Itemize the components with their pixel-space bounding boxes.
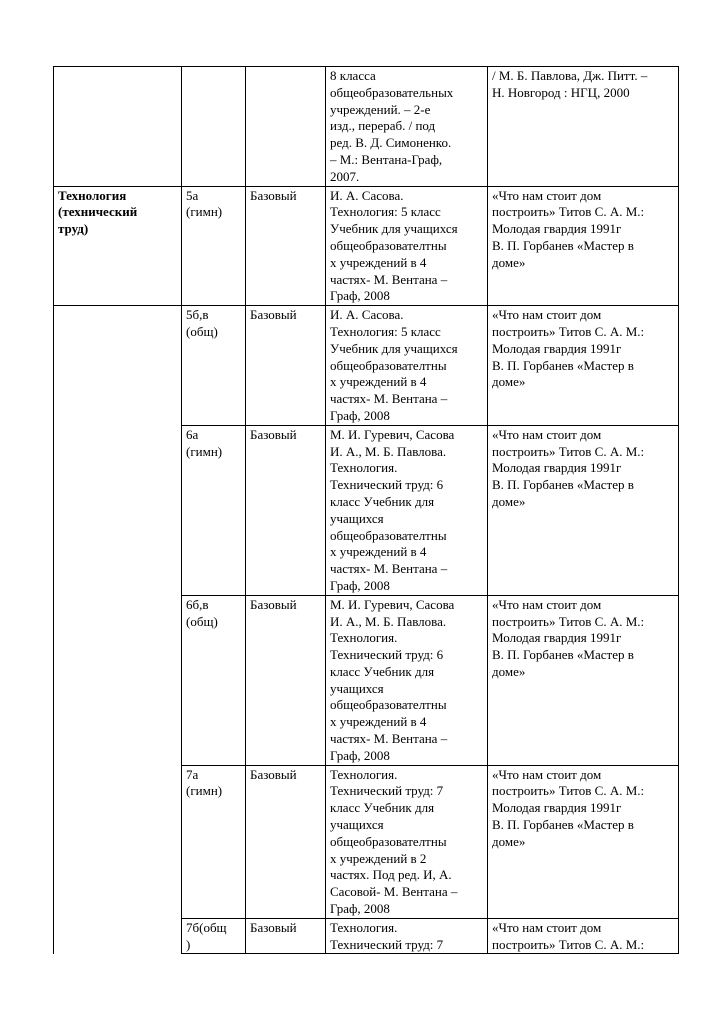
cell-text-line: Технический труд: 7 — [330, 936, 444, 952]
cell-text-line: частях- М. Вентана – — [330, 561, 448, 577]
cell-text-line: класс Учебник для — [330, 663, 435, 679]
extra-literature-cell — [488, 67, 679, 187]
subject-cell — [54, 67, 182, 187]
cell-text-line: «Что нам стоит дом — [492, 187, 602, 203]
cell-text-line: класс Учебник для — [330, 800, 435, 816]
cell-text-line: (гимн) — [186, 204, 223, 220]
cell-text-line: доме» — [492, 833, 526, 849]
cell-text-line: х учреждений в 4 — [330, 374, 427, 390]
cell-text-line: «Что нам стоит дом — [492, 766, 602, 782]
cell-text-line: Граф, 2008 — [330, 288, 390, 304]
textbook-cell — [326, 425, 488, 595]
cell-text-line: «Что нам стоит дом — [492, 426, 602, 442]
grade-cell — [182, 306, 246, 426]
table-row — [54, 595, 679, 765]
cell-text-line: Граф, 2008 — [330, 747, 390, 763]
cell-text-line: класс Учебник для — [330, 493, 435, 509]
cell-text-line: построить» Титов С. А. М.: — [492, 323, 645, 339]
cell-text-line: частях. Под ред. И, А. — [330, 867, 452, 883]
cell-text-line: И. А., М. Б. Павлова. — [330, 443, 447, 459]
cell-text-line: / М. Б. Павлова, Дж. Питт. – — [492, 68, 648, 83]
cell-text-line: частях- М. Вентана – — [330, 731, 448, 747]
cell-text-line: И. А., М. Б. Павлова. — [330, 613, 447, 629]
cell-text-line: Учебник для учащихся — [330, 340, 458, 356]
cell-text-line: ред. В. Д. Симоненко. — [330, 135, 452, 151]
extra-literature-cell — [488, 306, 679, 426]
level-cell — [246, 425, 326, 595]
cell-text-line: «Что нам стоит дом — [492, 307, 602, 323]
cell-text-line: Технология: 5 класс — [330, 204, 441, 220]
cell-text-line: Граф, 2008 — [330, 901, 390, 917]
extra-literature-cell — [488, 595, 679, 765]
cell-text-line: 6б,в — [186, 596, 209, 612]
cell-text-line: х учреждений в 2 — [330, 850, 427, 866]
table-row — [54, 186, 679, 306]
cell-text-line: Технология. — [330, 919, 398, 935]
cell-text-line: Молодая гвардия 1991г — [492, 800, 622, 816]
cell-text-line: Граф, 2008 — [330, 577, 390, 593]
cell-text-line: х учреждений в 4 — [330, 714, 427, 730]
cell-text-line: х учреждений в 4 — [330, 254, 427, 270]
level-cell — [246, 67, 326, 187]
cell-text-line: построить» Титов С. А. М.: — [492, 613, 645, 629]
extra-literature-cell — [488, 425, 679, 595]
textbook-cell — [326, 918, 488, 954]
cell-text-line: Базовый — [250, 187, 297, 203]
cell-text-line: общеобразоватeлтны — [330, 697, 447, 713]
cell-text-line: общеобразоватeлтны — [330, 357, 447, 373]
level-cell — [246, 765, 326, 918]
table-row — [54, 765, 679, 918]
cell-text-line: (общ) — [186, 613, 218, 629]
cell-text-line: труд) — [58, 221, 89, 237]
cell-text-line: ) — [186, 936, 191, 952]
cell-text-line: построить» Титов С. А. М.: — [492, 204, 645, 220]
cell-text-line: Молодая гвардия 1991г — [492, 340, 622, 356]
cell-text-line: Технический труд: 6 — [330, 477, 444, 493]
textbook-cell — [326, 765, 488, 918]
grade-cell — [182, 765, 246, 918]
level-cell — [246, 306, 326, 426]
subject-cell — [54, 765, 182, 918]
subject-cell — [54, 425, 182, 595]
cell-text-line: В. П. Горбанев «Мастер в — [492, 477, 634, 493]
subject-cell — [54, 186, 182, 306]
cell-text-line: Технический труд: 7 — [330, 783, 444, 799]
cell-text-line: доме» — [492, 663, 526, 679]
cell-text-line: М. И. Гуревич, Сасова — [330, 426, 455, 442]
extra-literature-cell — [488, 186, 679, 306]
table-row — [54, 306, 679, 426]
cell-text-line: «Что нам стоит дом — [492, 919, 602, 935]
cell-text-line: 5а — [186, 187, 199, 203]
cell-text-line: М. И. Гуревич, Сасова — [330, 596, 455, 612]
grade-cell — [182, 595, 246, 765]
cell-text-line: частях- М. Вентана – — [330, 271, 448, 287]
cell-text-line: общеобразоватeлтны — [330, 237, 447, 253]
cell-text-line: Технология. — [330, 766, 398, 782]
cell-text-line: 5б,в — [186, 307, 209, 323]
cell-text-line: «Что нам стоит дом — [492, 596, 602, 612]
cell-text-line: построить» Титов С. А. М.: — [492, 783, 645, 799]
cell-text-line: общеобразовательных — [330, 84, 454, 100]
cell-text-line: Молодая гвардия 1991г — [492, 460, 622, 476]
table-row — [54, 67, 679, 187]
cell-text-line: доме» — [492, 374, 526, 390]
grade-cell — [182, 425, 246, 595]
cell-text-line: 6а — [186, 426, 199, 442]
cell-text-line: 7а — [186, 766, 199, 782]
textbook-table — [53, 66, 679, 954]
cell-text-line: (общ) — [186, 323, 218, 339]
cell-text-line: Технология. — [330, 630, 398, 646]
textbook-cell — [326, 306, 488, 426]
grade-cell — [182, 67, 246, 187]
cell-text-line: Учебник для учащихся — [330, 221, 458, 237]
cell-text-line: Н. Новгород : НГЦ, 2000 — [492, 84, 630, 100]
subject-cell — [54, 595, 182, 765]
cell-text-line: Базовый — [250, 919, 297, 935]
extra-literature-cell — [488, 765, 679, 918]
cell-text-line: учащихся — [330, 510, 384, 526]
cell-text-line: Технология — [58, 187, 127, 203]
grade-cell — [182, 918, 246, 954]
cell-text-line: 8 класса — [330, 68, 376, 83]
table-row — [54, 918, 679, 954]
cell-text-line: И. А. Сасова. — [330, 307, 404, 323]
cell-text-line: 2007. — [330, 168, 360, 184]
textbook-cell — [326, 67, 488, 187]
cell-text-line: изд., перераб. / под — [330, 118, 436, 134]
cell-text-line: В. П. Горбанев «Мастер в — [492, 237, 634, 253]
cell-text-line: учащихся — [330, 817, 384, 833]
cell-text-line: Граф, 2008 — [330, 407, 390, 423]
cell-text-line: В. П. Горбанев «Мастер в — [492, 357, 634, 373]
cell-text-line: 7б(общ — [186, 919, 227, 935]
subject-cell — [54, 918, 182, 954]
cell-text-line: Базовый — [250, 426, 297, 442]
cell-text-line: учреждений. – 2-е — [330, 101, 431, 117]
level-cell — [246, 918, 326, 954]
textbook-cell — [326, 595, 488, 765]
cell-text-line: И. А. Сасова. — [330, 187, 404, 203]
table-row — [54, 425, 679, 595]
cell-text-line: построить» Титов С. А. М.: — [492, 443, 645, 459]
cell-text-line: (гимн) — [186, 443, 223, 459]
cell-text-line: Базовый — [250, 766, 297, 782]
cell-text-line: В. П. Горбанев «Мастер в — [492, 817, 634, 833]
textbook-cell — [326, 186, 488, 306]
cell-text-line: х учреждений в 4 — [330, 544, 427, 560]
cell-text-line: общеобразоватeлтны — [330, 833, 447, 849]
level-cell — [246, 186, 326, 306]
level-cell — [246, 595, 326, 765]
cell-text-line: В. П. Горбанев «Мастер в — [492, 647, 634, 663]
cell-text-line: (гимн) — [186, 783, 223, 799]
cell-text-line: частях- М. Вентана – — [330, 391, 448, 407]
cell-text-line: Сасовой- М. Вентана – — [330, 884, 458, 900]
cell-text-line: Молодая гвардия 1991г — [492, 630, 622, 646]
cell-text-line: – М.: Вентана-Граф, — [330, 151, 443, 167]
cell-text-line: Базовый — [250, 307, 297, 323]
subject-cell — [54, 306, 182, 426]
cell-text-line: построить» Титов С. А. М.: — [492, 936, 645, 952]
cell-text-line: (технический — [58, 204, 138, 220]
cell-text-line: доме» — [492, 493, 526, 509]
cell-text-line: Молодая гвардия 1991г — [492, 221, 622, 237]
cell-text-line: Технология: 5 класс — [330, 323, 441, 339]
cell-text-line: Технология. — [330, 460, 398, 476]
extra-literature-cell — [488, 918, 679, 954]
cell-text-line: учащихся — [330, 680, 384, 696]
cell-text-line: Технический труд: 6 — [330, 647, 444, 663]
cell-text-line: Базовый — [250, 596, 297, 612]
cell-text-line: общеобразоватeлтны — [330, 527, 447, 543]
cell-text-line: доме» — [492, 254, 526, 270]
grade-cell — [182, 186, 246, 306]
